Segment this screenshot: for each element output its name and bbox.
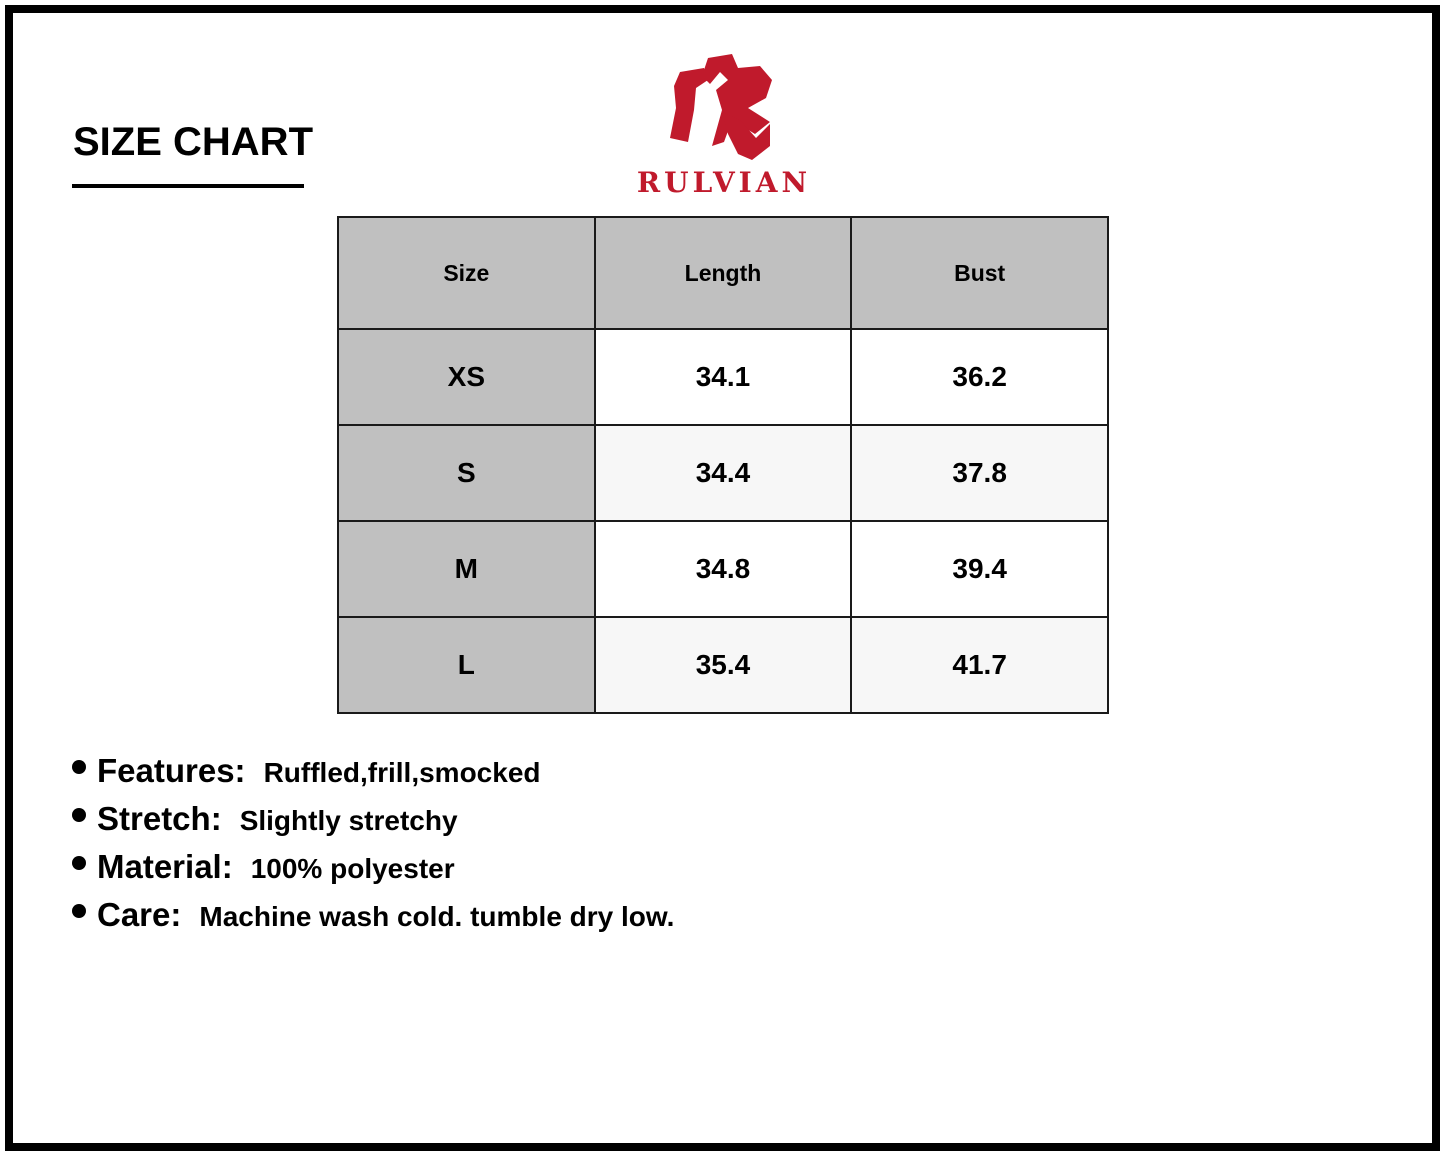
table-header-row — [338, 217, 1108, 329]
bullet-icon — [72, 856, 86, 870]
feature-label: Material: — [97, 848, 233, 885]
feature-value: 100% polyester — [250, 853, 455, 884]
table-row — [338, 329, 1108, 425]
bullet-icon — [72, 904, 86, 918]
list-item — [72, 848, 674, 896]
bust-cell: 37.8 — [851, 425, 1108, 521]
feature-label: Care: — [97, 896, 182, 933]
size-cell: M — [338, 521, 595, 617]
length-cell: 34.8 — [595, 521, 852, 617]
table-row — [338, 425, 1108, 521]
brand-name: RULVIAN — [636, 166, 812, 199]
feature-value: Ruffled,frill,smocked — [263, 757, 541, 788]
list-item — [72, 752, 674, 800]
bust-cell: 41.7 — [851, 617, 1108, 713]
size-cell: S — [338, 425, 595, 521]
size-cell: L — [338, 617, 595, 713]
title-underline — [72, 184, 304, 188]
features-list — [72, 752, 674, 944]
column-header-length: Length — [595, 217, 852, 329]
feature-value: Machine wash cold. tumble dry low. — [199, 901, 675, 932]
length-cell: 35.4 — [595, 617, 852, 713]
feature-value: Slightly stretchy — [239, 805, 458, 836]
page-title: SIZE CHART — [73, 120, 313, 164]
list-item — [72, 800, 674, 848]
feature-label: Stretch: — [97, 800, 222, 837]
list-item — [72, 896, 674, 944]
size-cell: XS — [338, 329, 595, 425]
bust-cell: 36.2 — [851, 329, 1108, 425]
column-header-size: Size — [338, 217, 595, 329]
bullet-icon — [72, 808, 86, 822]
feature-label: Features: — [97, 752, 246, 789]
length-cell: 34.1 — [595, 329, 852, 425]
table-row — [338, 521, 1108, 617]
column-header-bust: Bust — [851, 217, 1108, 329]
size-table — [337, 216, 1109, 714]
bust-cell: 39.4 — [851, 521, 1108, 617]
table-row — [338, 617, 1108, 713]
length-cell: 34.4 — [595, 425, 852, 521]
bullet-icon — [72, 760, 86, 774]
